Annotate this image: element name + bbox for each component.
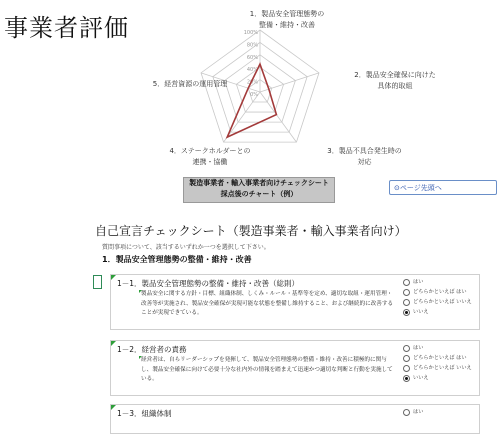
radio-button[interactable] (403, 345, 410, 352)
radio-button[interactable] (403, 279, 410, 286)
radar-axis-label-1: 1．製品安全管理態勢の 整備・維持・改善 (249, 10, 325, 29)
option-yes[interactable]: はい (403, 343, 472, 353)
question-title: 1－3．組織体制 (117, 409, 172, 418)
radio-button[interactable] (403, 289, 410, 296)
question-title: 1－1．製品安全管理態勢の整備・維持・改善（総則） (117, 279, 300, 288)
radio-button[interactable] (403, 409, 410, 416)
sheet-title: 自己宣言チェックシート（製造事業者・輸入事業者向け） (95, 224, 407, 238)
radio-button[interactable] (403, 375, 410, 382)
radar-tick-label: 40% (246, 67, 258, 74)
radio-button[interactable] (403, 355, 410, 362)
answer-options (403, 343, 472, 383)
option-rather-yes[interactable]: どちらかといえば はい (403, 353, 472, 363)
radar-tick-label: 20% (246, 79, 258, 86)
chart-caption-line1: 製造事業者・輸入事業者向けチェックシート (189, 179, 329, 187)
option-rather-yes[interactable]: どちらかといえば はい (403, 287, 472, 297)
answer-options (403, 277, 472, 317)
radar-axis-label-2: 2．製品安全確保に向けた 具体的取組 (354, 71, 436, 90)
radio-button[interactable] (403, 309, 410, 316)
radar-score-polygon (227, 64, 276, 137)
radar-axis-label-3: 3．製品不具合発生時の 対応 (327, 147, 402, 166)
question-body: 製品安全に関する方針・目標、組織体制、しくみ・ルール・基準等を定め、適切な取組・運用管理・改善等が実施され、製品安全確保が実現可能な状態を整備し維持すること、および継続的に改善することが実現できている。 (141, 291, 394, 317)
flag-marker (111, 405, 116, 410)
option-no[interactable]: いいえ (403, 307, 472, 317)
radar-tick-label: 60% (246, 54, 258, 61)
chart-caption (183, 177, 335, 203)
page-title: 事業者評価 (4, 14, 129, 42)
radar-axis-label-4: 4．ステークホルダーとの 連携・協働 (169, 147, 251, 166)
option-rather-no[interactable]: どちらかといえば いいえ (403, 297, 472, 307)
radio-button[interactable] (403, 365, 410, 372)
chart-caption-line2: 採点後のチャート（例） (220, 190, 298, 198)
radar-tick-label: 80% (246, 42, 258, 49)
radar-tick-label: 0% (250, 92, 258, 98)
flag-marker (111, 341, 116, 346)
radar-spoke (260, 92, 296, 142)
radar-axis-label-5: 5．経営資源の運用管理 (152, 80, 228, 88)
section-marker (93, 275, 102, 289)
flag-marker (111, 275, 116, 280)
question-card (110, 340, 480, 396)
option-yes[interactable]: はい (403, 407, 423, 417)
question-card (110, 274, 480, 330)
radio-button[interactable] (403, 299, 410, 306)
question-title: 1－2．経営者の責務 (117, 345, 187, 354)
option-no[interactable]: いいえ (403, 373, 472, 383)
radar-tick-label: 100% (243, 30, 258, 36)
answer-options (403, 407, 423, 417)
back-to-top-link[interactable]: ⊙ページ先頭へ (389, 180, 497, 195)
option-rather-no[interactable]: どちらかといえば いいえ (403, 363, 472, 373)
question-card (110, 404, 480, 434)
question-body: 経営者は、自らリーダーシップを発揮して、製品安全管理態勢の整備・維持・改善に積極的に関与し、製品安全確保に向けて必要十分な社内外の情報を踏まえて迅速かつ適切な判断と行動を実施している。 (141, 357, 393, 383)
instruction-text: 質問事項について、該当するいずれか一つを選択して下さい。 (102, 244, 270, 251)
section-heading: 1．製品安全管理態勢の整備・維持・改善 (102, 255, 252, 264)
option-yes[interactable]: はい (403, 277, 472, 287)
